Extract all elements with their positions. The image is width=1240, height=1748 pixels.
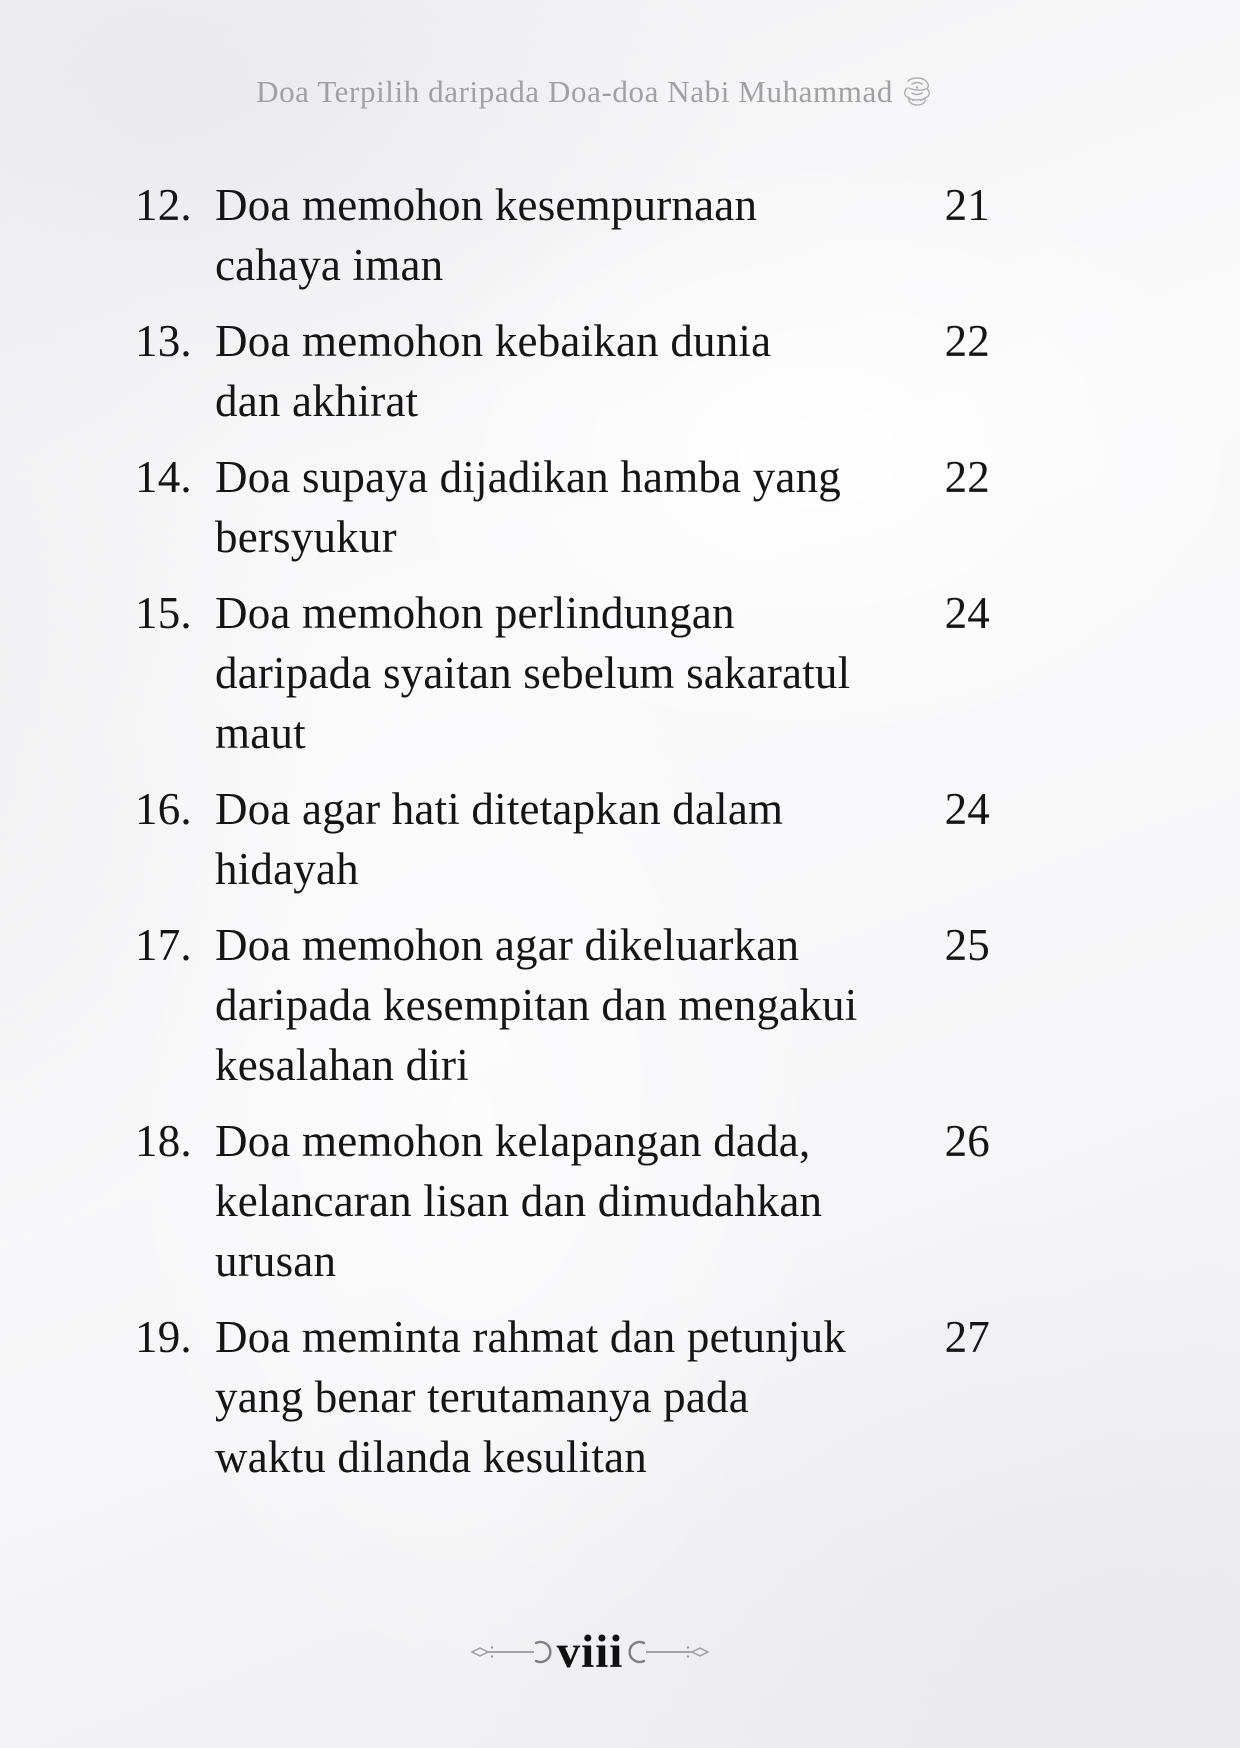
toc-item-number: 19. (135, 1312, 192, 1362)
toc-item-page-number: 21 (944, 180, 990, 230)
toc-item-page-number: 22 (944, 316, 990, 366)
toc-item-page-number: 27 (944, 1312, 990, 1362)
toc-item-title (215, 1111, 918, 1291)
toc-item-number: 14. (135, 452, 192, 502)
toc-item-title-line: Doa memohon kelapangan dada, (215, 1116, 811, 1166)
toc-item-title-line: daripada syaitan sebelum sakaratul (215, 648, 851, 698)
toc-item-title (215, 311, 918, 431)
toc-item-page-number: 24 (944, 784, 990, 834)
toc-item-title-line: Doa memohon kesempurnaan (215, 180, 758, 230)
toc-item-title-line: daripada kesempitan dan mengakui (215, 980, 858, 1030)
page-footer (0, 1622, 1210, 1682)
salawat-calligraphy-icon (902, 75, 932, 117)
running-header-title: Doa Terpilih daripada Doa-doa Nabi Muhammad (256, 74, 893, 109)
toc-item-title-line: kelancaran lisan dan dimudahkan (215, 1176, 823, 1226)
toc-item-number: 16. (135, 784, 192, 834)
toc-item (135, 311, 990, 431)
table-of-contents (0, 175, 1240, 1503)
toc-item-page-number: 22 (944, 452, 990, 502)
toc-item-page-number: 24 (944, 588, 990, 638)
toc-item-number: 12. (135, 180, 192, 230)
toc-item-title-line: Doa memohon perlindungan (215, 588, 735, 638)
toc-item-title-line: Doa supaya dijadikan hamba yang (215, 452, 842, 502)
toc-item-title-line: waktu dilanda kesulitan (215, 1432, 647, 1482)
toc-item-title-line: Doa meminta rahmat dan petunjuk (215, 1312, 847, 1362)
toc-item-title-line: cahaya iman (215, 240, 444, 290)
toc-item-title (215, 583, 918, 763)
toc-item-title-line: kesalahan diri (215, 1040, 469, 1090)
toc-item (135, 447, 990, 567)
toc-item-number: 18. (135, 1116, 192, 1166)
toc-item (135, 1307, 990, 1487)
toc-item (135, 175, 990, 295)
toc-item (135, 779, 990, 899)
toc-item-title (215, 779, 918, 899)
toc-item-title-line: dan akhirat (215, 376, 419, 426)
toc-item-page-number: 25 (944, 920, 990, 970)
folio-page-number: viii (556, 1625, 624, 1678)
toc-item-title-line: Doa agar hati ditetapkan dalam (215, 784, 784, 834)
toc-item-number: 13. (135, 316, 192, 366)
toc-item-title-line: hidayah (215, 844, 359, 894)
toc-item-page-number: 26 (944, 1116, 990, 1166)
footer-flourish-left-icon (470, 1638, 556, 1666)
toc-item-title-line: bersyukur (215, 512, 397, 562)
toc-item-title-line: Doa memohon agar dikeluarkan (215, 920, 800, 970)
toc-item (135, 583, 990, 763)
toc-item-title (215, 1307, 918, 1487)
toc-item (135, 915, 990, 1095)
toc-item-number: 15. (135, 588, 192, 638)
toc-item-title (215, 915, 918, 1095)
running-header (0, 74, 1214, 117)
toc-item-title (215, 447, 918, 567)
toc-item-number: 17. (135, 920, 192, 970)
footer-flourish-right-icon (624, 1638, 710, 1666)
toc-item (135, 1111, 990, 1291)
toc-item-title (215, 175, 918, 295)
toc-item-title-line: urusan (215, 1236, 337, 1286)
toc-item-title-line: yang benar terutamanya pada (215, 1372, 749, 1422)
toc-item-title-line: Doa memohon kebaikan dunia (215, 316, 772, 366)
toc-item-title-line: maut (215, 708, 306, 758)
